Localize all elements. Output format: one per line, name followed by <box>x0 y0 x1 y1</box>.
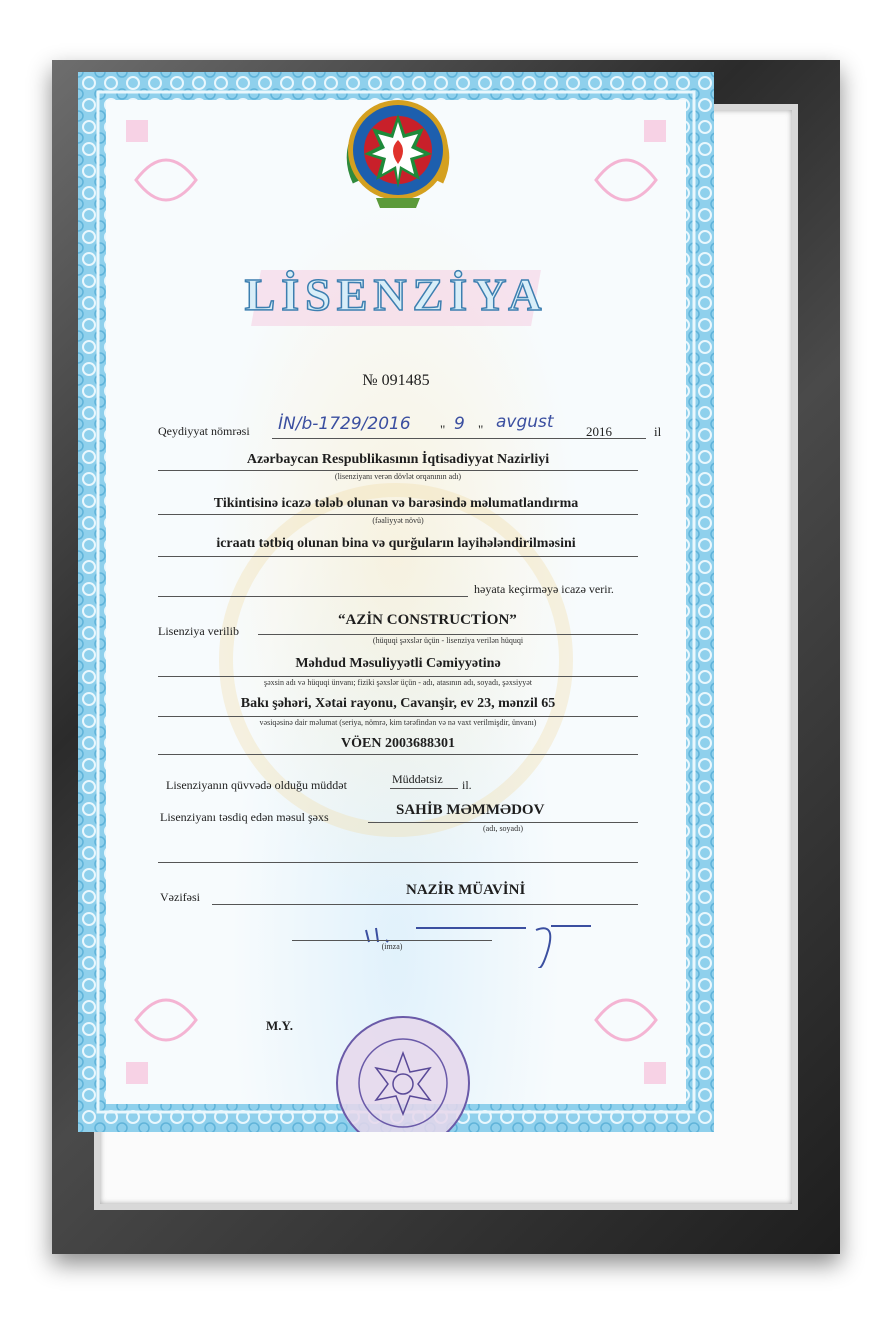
activity-line-2: icraatı tətbiq olunan bina və qurğuların layihələndirilməsini <box>216 536 576 551</box>
licensee-address: Bakı şəhəri, Xətai rayonu, Cavanşir, ev 23, mənzil 65 <box>240 696 556 711</box>
validity-label: Lisenziyanın qüvvədə olduğu müddət <box>166 778 347 792</box>
official-seal-icon <box>328 1008 478 1132</box>
activity-line-1-rule <box>158 514 638 515</box>
registration-quote-close: " <box>478 422 484 437</box>
activity-caption: (fəaliyyət növü) <box>372 516 424 525</box>
signature-line <box>292 940 492 941</box>
license-number: № 091485 <box>362 372 430 389</box>
activity-line-1: Tikintisinə icazə tələb olunan və barəsində məlumatlandırma <box>213 496 579 511</box>
registration-label: Qeydiyyat nömrəsi <box>158 424 250 438</box>
issuer-line <box>158 470 638 471</box>
licensee-name-line <box>258 634 638 635</box>
licensee-caption-3: vəsiqəsinə dair məlumat (seriya, nömrə, kim tərəfindən və nə vaxt verilmişdir, ünvanı) <box>259 718 537 727</box>
registration-number: İN/b-1729/2016 <box>278 414 411 434</box>
approver-blank-line <box>158 862 638 863</box>
signature-icon <box>346 908 606 968</box>
state-emblem-icon <box>336 94 460 218</box>
approver-caption: (adı, soyadı) <box>483 824 523 833</box>
approver-label: Lisenziyanı təsdiq edən məsul şəxs <box>160 810 329 824</box>
license-certificate <box>78 72 714 1132</box>
position-value: NAZİR MÜAVİNİ <box>406 882 526 898</box>
stamp-label: M.Y. <box>266 1018 293 1033</box>
licensee-tax-id-line <box>158 754 638 755</box>
licensee-label: Lisenziya verilib <box>158 624 239 638</box>
validity-line <box>390 788 458 789</box>
licensee-address-line <box>158 716 638 717</box>
licensee-tax-id: VÖEN 2003688301 <box>341 736 455 751</box>
registration-suffix: il <box>654 424 662 439</box>
registration-year: 2016 <box>586 424 612 439</box>
issuer-name: Azərbaycan Respublikasının İqtisadiyyat Nazirliyi <box>246 452 550 467</box>
validity-value: Müddətsiz <box>392 772 443 786</box>
registration-day: 9 <box>454 414 465 434</box>
licensee-name: “AZİN CONSTRUCTİON” <box>338 612 517 628</box>
permission-text: həyata keçirməyə icazə verir. <box>474 582 614 596</box>
licensee-form: Məhdud Məsuliyyətli Cəmiyyətinə <box>295 656 501 671</box>
signature-caption: (imza) <box>381 942 403 951</box>
position-label: Vəzifəsi <box>160 890 200 904</box>
licensee-caption-1: (hüquqi şəxslər üçün - lisenziya verilən hüquqi <box>372 636 524 645</box>
approver-line <box>368 822 638 823</box>
registration-quote-open: " <box>440 422 446 437</box>
approver-name: SAHİB MƏMMƏDOV <box>396 802 545 818</box>
licensee-caption-2: şəxsin adı və hüquqi ünvanı; fiziki şəxslər üçün - adı, atasının adı, soyadı, şəxsiyyət <box>264 678 532 687</box>
position-line <box>212 904 638 905</box>
registration-month: avgust <box>496 412 554 432</box>
issuer-caption: (lisenziyanı verən dövlət orqanının adı) <box>334 472 462 481</box>
permission-blank-line <box>158 596 468 597</box>
document-title: LİSENZİYA <box>244 269 548 320</box>
validity-suffix: il. <box>462 778 472 792</box>
certificate-paper <box>106 100 686 1104</box>
activity-line-2-rule <box>158 556 638 557</box>
licensee-form-line <box>158 676 638 677</box>
